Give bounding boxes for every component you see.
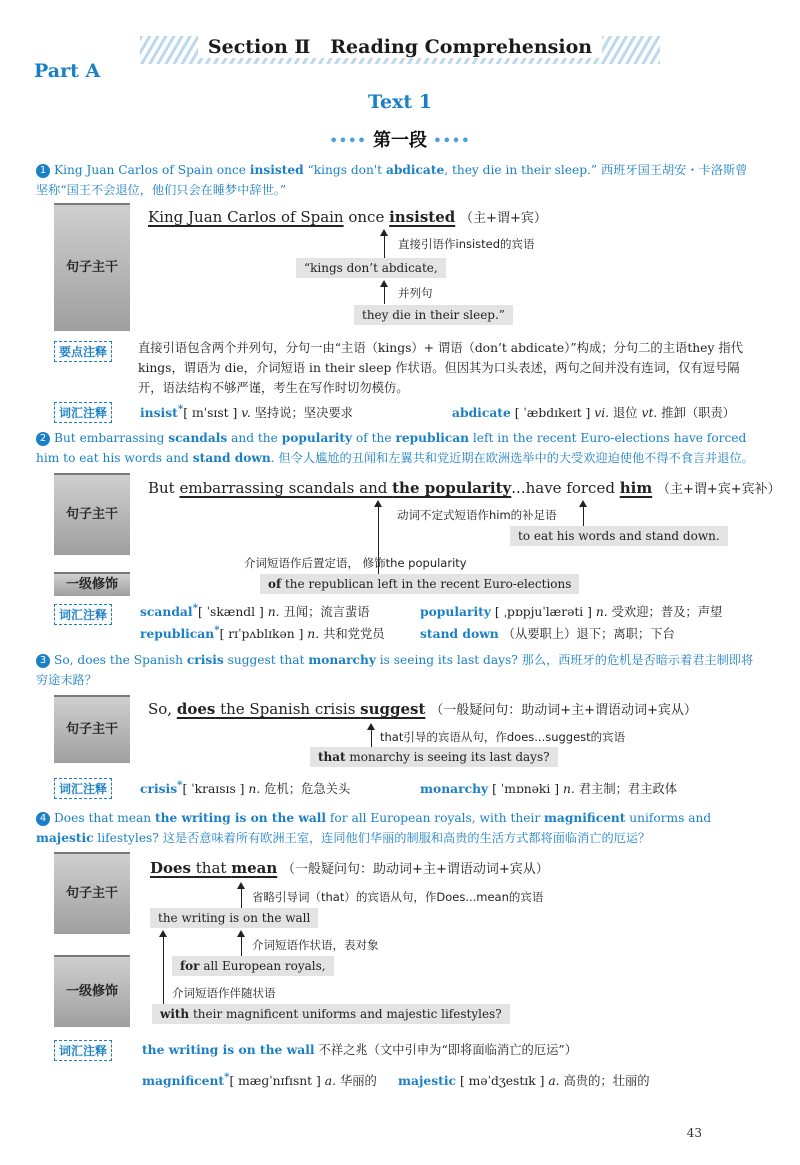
vocab-insist: insist*[ ɪnˈsɪst ] v. 坚持说；坚决要求 [140, 403, 353, 421]
vocab-crisis: crisis*[ ˈkraɪsɪs ] n. 危机；危急关头 [140, 779, 351, 797]
vocab-writing-on-wall: the writing is on the wall 不祥之兆（文中引申为“即将面临消亡的厄运”） [142, 1042, 577, 1057]
vocab-magnificent: magnificent*[ mæɡˈnɪfɪsnt ] a. 华丽的 [142, 1071, 377, 1089]
vocab-stand-down: stand down （从要职上）退下；离职；下台 [420, 626, 675, 641]
vocab-republican: republican*[ rɪˈpʌblɪkən ] n. 共和党党员 [140, 624, 385, 642]
vocab-majestic: majestic [ məˈdʒestɪk ] a. 高贵的；壮丽的 [398, 1073, 650, 1088]
annotation: 动词不定式短语作him的补足语 [397, 508, 557, 522]
sentence-number: 2 [36, 432, 50, 446]
label-vocabulary: 词汇注释 [54, 604, 112, 625]
label-vocabulary: 词汇注释 [54, 1040, 112, 1061]
annotation: that引导的宾语从句，作does...suggest的宾语 [380, 730, 626, 744]
vocab-scandal: scandal*[ ˈskændl ] n. 丑闻；流言蜚语 [140, 602, 370, 620]
arrow-icon [579, 500, 587, 507]
vocab-popularity: popularity [ ˌpɒpjuˈlærəti ] n. 受欢迎；普及；声望 [420, 604, 723, 619]
label-vocabulary: 词汇注释 [54, 402, 112, 423]
label-main-clause: 句子主干 [54, 475, 130, 555]
highlight-box: the writing is on the wall [150, 908, 318, 928]
label-main-clause: 句子主干 [54, 854, 130, 934]
label-vocabulary: 词汇注释 [54, 778, 112, 799]
divider [54, 203, 130, 205]
highlight-box: of the republican left in the recent Euro-elections [260, 574, 579, 594]
arrow-icon [380, 280, 388, 287]
highlight-box: for all European royals, [172, 956, 334, 976]
sentence-2: 2 But embarrassing scandals and the popularity of the republican left in the recent Euro-elections have forced him to eat his words and stand down. 但令人尴尬的丑闻和左翼共和党近期在欧洲选举中的大受欢迎迫使他不得不食言并退位。 [36, 431, 754, 465]
annotation: 省略引导词（that）的宾语从句，作Does...mean的宾语 [252, 890, 544, 904]
annotation: 介词短语作后置定语， 修饰the popularity [244, 556, 467, 570]
annotation: 并列句 [398, 286, 433, 300]
arrow-icon [237, 930, 245, 937]
highlight-box: they die in their sleep.” [354, 305, 513, 325]
main-clause-2: But embarrassing scandals and the popularity...have forced him （主+谓+宾+宾补） [148, 479, 781, 497]
sentence-4: 4 Does that mean the writing is on the wall for all European royals, with their magnificent uniforms and majestic lifestyles? 这是否意味着所有欧洲王室，连同他们华丽的制服和高贵的生活方式都将面临消亡的厄运？ [36, 811, 712, 845]
connector-line [384, 233, 385, 261]
text-title: Text 1 [368, 91, 432, 113]
highlight-box: that monarchy is seeing its last days? [310, 747, 558, 767]
main-clause-4: Does that mean （一般疑问句：助动词+主+谓语动词+宾从） [150, 859, 549, 877]
sentence-number: 3 [36, 654, 50, 668]
label-main-clause: 句子主干 [54, 697, 130, 763]
arrow-icon [374, 500, 382, 507]
arrow-icon [380, 229, 388, 236]
part-heading: Part A [34, 60, 101, 82]
annotation: 介词短语作状语，表对象 [252, 938, 379, 952]
label-key-notes: 要点注释 [54, 341, 112, 362]
annotation: 介词短语作伴随状语 [172, 986, 276, 1000]
label-modifier: 一级修饰 [54, 957, 130, 1027]
sentence-number: 1 [36, 164, 50, 178]
section-title: Section Ⅱ Reading Comprehension [0, 36, 800, 58]
sentence-3: 3 So, does the Spanish crisis suggest that monarchy is seeing its last days? 那么，西班牙的危机是否暗示着君主制即将穷途末路？ [36, 653, 754, 687]
arrow-icon [237, 882, 245, 889]
connector-line [163, 932, 164, 1004]
sentence-1: 1 King Juan Carlos of Spain once insisted “kings don't abdicate, they die in their sleep.” 西班牙国王胡安・卡洛斯曾坚称“国王不会退位，他们只会在睡梦中辞世。” [36, 163, 748, 197]
page-number: 43 [686, 1126, 702, 1140]
highlight-box: to eat his words and stand down. [510, 526, 728, 546]
paragraph-title: •••• 第一段 •••• [329, 130, 471, 151]
key-notes-text: 直接引语包含两个并列句，分句一由“主语（kings）+ 谓语（don’t abdicate）”构成；分句二的主语they 指代 kings，谓语为 die，介词短语 in their sleep 作状语。但因其为口头表述，两句之间并没有连词，仅有逗号隔开，语法结构不够严谨，考生在写作时切勿模仿。 [138, 341, 743, 395]
main-clause-1: King Juan Carlos of Spain once insisted （主+谓+宾） [148, 208, 547, 226]
sentence-number: 4 [36, 812, 50, 826]
vocab-abdicate: abdicate [ ˈæbdɪkeɪt ] vi. 退位 vt. 推卸（职责） [452, 405, 736, 420]
arrow-icon [159, 930, 167, 937]
label-main-clause: 句子主干 [54, 205, 130, 331]
vocab-monarchy: monarchy [ ˈmɒnəki ] n. 君主制；君主政体 [420, 781, 678, 796]
arrow-icon [367, 723, 375, 730]
annotation: 直接引语作insisted的宾语 [398, 237, 535, 251]
highlight-box: “kings don’t abdicate, [296, 258, 446, 278]
main-clause-3: So, does the Spanish crisis suggest （一般疑问句：助动词+主+谓语动词+宾从） [148, 700, 697, 718]
highlight-box: with their magnificent uniforms and majestic lifestyles? [152, 1004, 510, 1024]
label-modifier: 一级修饰 [54, 574, 130, 596]
